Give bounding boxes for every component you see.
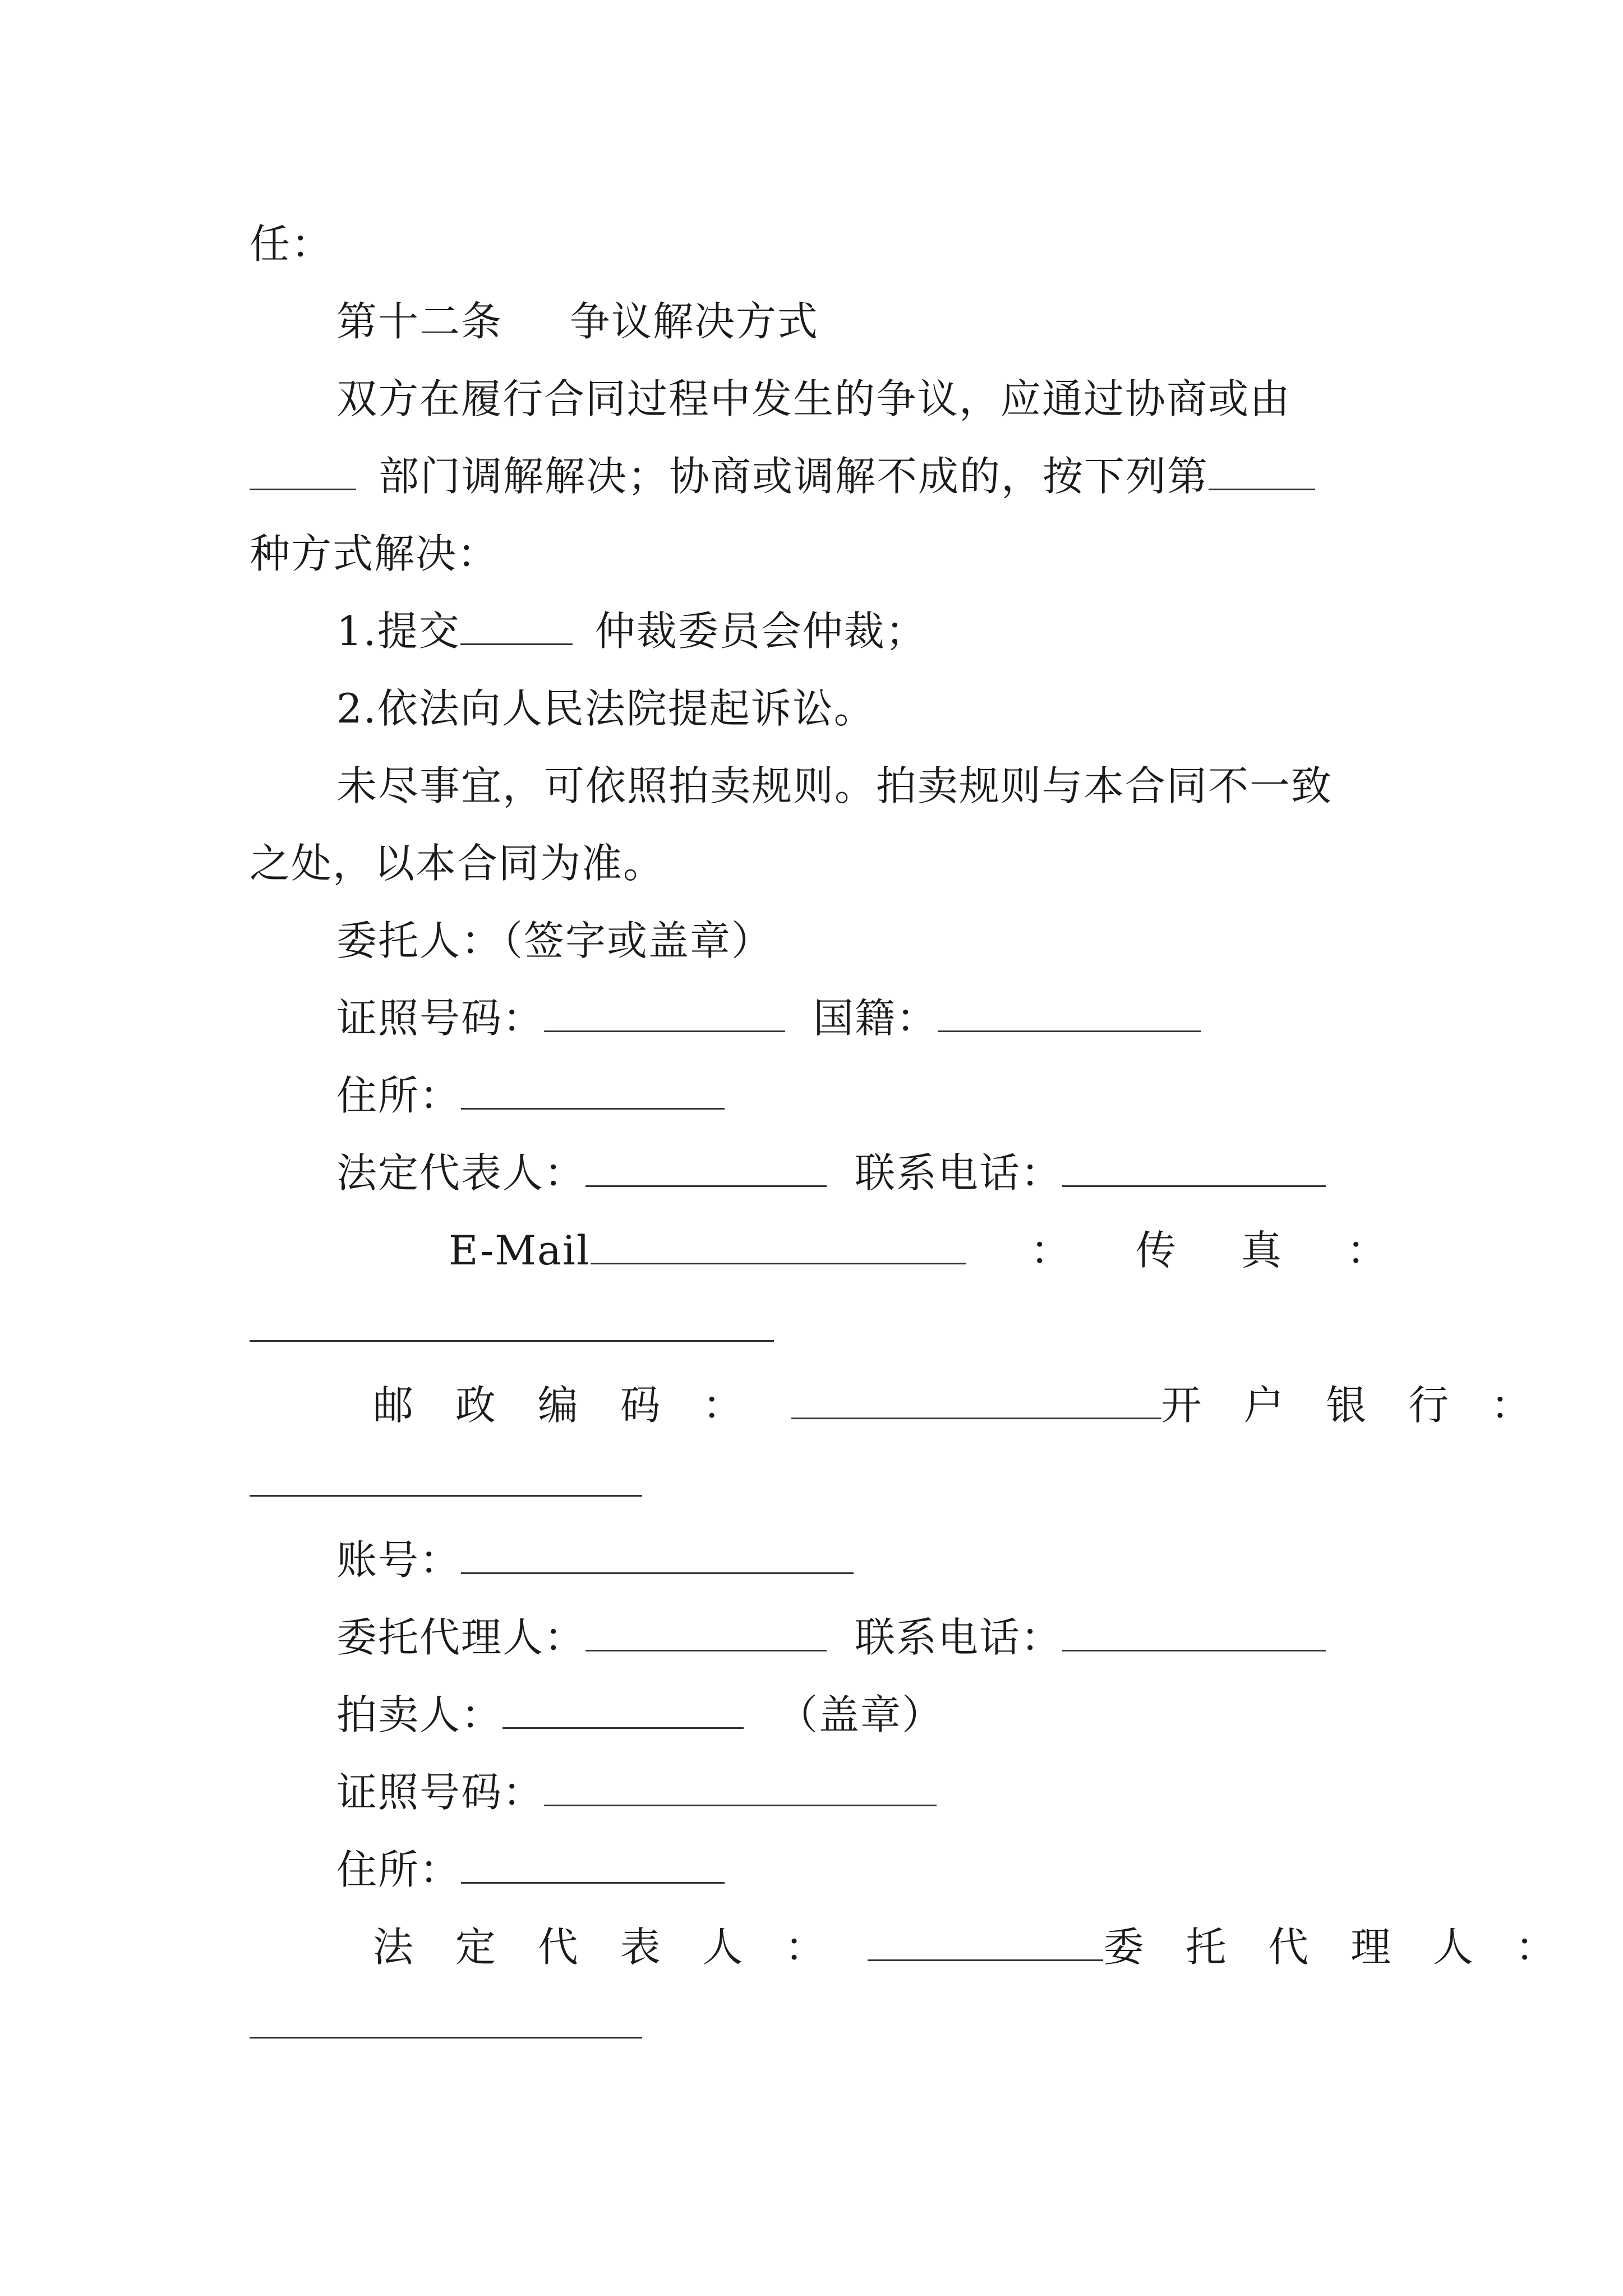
list-item (336, 678, 1388, 739)
article-title: 争议解决方式 (570, 298, 819, 345)
form-row (336, 1142, 1388, 1204)
paragraph-line (250, 832, 1388, 894)
label: 住所： (336, 1846, 462, 1893)
article-number: 第十二条 (336, 298, 503, 345)
blank-field[interactable] (544, 1771, 937, 1806)
paragraph-line (250, 445, 1388, 507)
text: 部门调解解决；协商或调解不成的，按下列第 (379, 453, 1209, 500)
blank-field[interactable] (1062, 1152, 1326, 1187)
legal-rep-group (373, 1916, 1103, 1978)
punctuation: ： (1030, 1227, 1072, 1274)
label: 联系电话： (855, 1614, 1063, 1661)
label: 真 (1241, 1227, 1283, 1274)
blank-field[interactable] (544, 997, 785, 1032)
blank-field[interactable] (461, 1848, 725, 1884)
blank-field[interactable] (502, 1694, 744, 1729)
blank-field[interactable] (791, 1384, 1161, 1419)
blank-field[interactable] (938, 997, 1201, 1032)
text: 仲裁委员会仲裁； (594, 608, 927, 655)
signature-heading (336, 910, 1388, 972)
blank-field[interactable] (461, 1539, 854, 1574)
postcode-group (373, 1374, 1161, 1436)
paragraph-line (250, 523, 1388, 585)
label: （盖章） (777, 1691, 944, 1738)
label: 传 (1135, 1227, 1177, 1274)
label: 法定代表人： (336, 1149, 586, 1197)
form-row (373, 1374, 1546, 1436)
form-row (336, 1065, 1388, 1126)
label: 住所： (336, 1072, 462, 1119)
blank-field[interactable] (250, 2003, 642, 2039)
blank-field[interactable] (460, 610, 573, 645)
label: 证照号码： (336, 995, 545, 1042)
blank-field[interactable] (1062, 1616, 1326, 1651)
text: 双方在履行合同过程中发生的争议，应通过协商或由 (336, 375, 1292, 422)
email-group (449, 1220, 966, 1281)
text: 2.依法向人民法院提起诉讼。 (336, 685, 875, 732)
blank-field[interactable] (461, 1074, 725, 1110)
form-row (449, 1220, 1388, 1281)
form-row (250, 1994, 1388, 2055)
form-row (336, 1607, 1388, 1668)
paragraph-continuation (250, 213, 1388, 275)
label: 证照号码： (336, 1769, 545, 1816)
label: 委 托 代 理 人 ： (1103, 1924, 1570, 1971)
label: 委托代理人： (336, 1614, 586, 1661)
form-row (336, 1761, 1388, 1823)
label: 账号： (336, 1536, 462, 1584)
text: 未尽事宜，可依照拍卖规则。拍卖规则与本合同不一致 (336, 762, 1333, 809)
blank-field[interactable] (250, 1306, 774, 1342)
label: 拍卖人： (336, 1691, 503, 1738)
form-row (250, 1452, 1388, 1513)
text: 1.提交 (336, 608, 460, 655)
label: 邮 政 编 码 ： (373, 1382, 758, 1429)
text: 任： (250, 220, 333, 268)
list-item (336, 600, 1388, 662)
label: 法 定 代 表 人 ： (373, 1924, 840, 1971)
blank-field[interactable] (585, 1152, 827, 1187)
punctuation: ： (1346, 1227, 1388, 1274)
text: 之处，以本合同为准。 (250, 840, 665, 887)
article-heading (336, 291, 1388, 352)
blank-field[interactable] (1209, 455, 1315, 490)
text: 委托人：（签字或盖章） (336, 917, 773, 964)
form-row (250, 1297, 1388, 1359)
form-row (336, 987, 1388, 1049)
paragraph-line (336, 368, 1388, 430)
blank-field[interactable] (250, 1461, 642, 1497)
label: 国籍： (813, 995, 938, 1042)
form-row (336, 1684, 1388, 1746)
label: 开 户 银 行 ： (1161, 1382, 1546, 1429)
label: 联系电话： (855, 1149, 1063, 1197)
blank-field[interactable] (250, 455, 356, 490)
form-row (373, 1916, 1570, 1978)
text: 种方式解决： (250, 530, 499, 577)
blank-field[interactable] (868, 1926, 1103, 1961)
blank-field[interactable] (585, 1616, 827, 1651)
blank-field[interactable] (591, 1229, 966, 1264)
form-row (336, 1839, 1388, 1901)
form-row (336, 1529, 1388, 1591)
paragraph-line (336, 755, 1388, 817)
label: E-Mail (449, 1227, 591, 1274)
